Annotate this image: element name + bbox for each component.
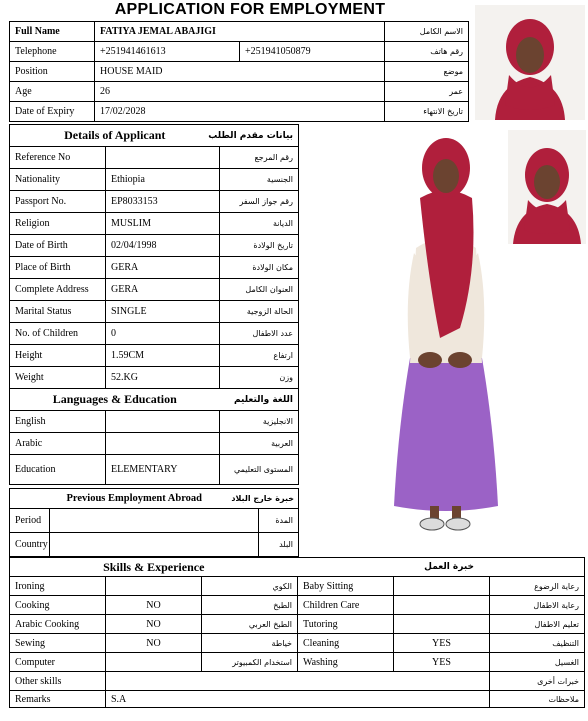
skill-right-value <box>394 577 490 596</box>
details-ar: الديانة <box>220 213 299 235</box>
other-skills-value <box>106 672 490 691</box>
skill-left-label: Arabic Cooking <box>10 615 106 634</box>
expiry-ar: تاريخ الانتهاء <box>385 102 469 122</box>
details-label: Date of Birth <box>10 235 106 257</box>
details-value: 1.59CM <box>106 345 220 367</box>
skill-right-label: Cleaning <box>298 634 394 653</box>
remarks-value: S.A <box>106 691 490 708</box>
skills-row <box>10 615 585 634</box>
position-row <box>10 62 469 82</box>
languages-ar: المستوى التعليمي <box>220 455 299 485</box>
previous-heading-ar: خبرة خارج البلاد <box>231 494 295 503</box>
languages-heading: Languages & Education <box>10 389 220 411</box>
remarks-row <box>10 691 585 708</box>
languages-ar: الانجليزية <box>220 411 299 433</box>
skill-left-ar: الطبخ العربي <box>202 615 298 634</box>
skill-left-label: Cooking <box>10 596 106 615</box>
age-ar: عمر <box>385 82 469 102</box>
details-ar: رقم المرجع <box>220 147 299 169</box>
details-value: SINGLE <box>106 301 220 323</box>
details-value: 52.KG <box>106 367 220 389</box>
details-label: Complete Address <box>10 279 106 301</box>
details-value: 0 <box>106 323 220 345</box>
details-label: Weight <box>10 367 106 389</box>
telephone-row <box>10 42 469 62</box>
details-heading-ar: بيانات مقدم الطلب <box>220 125 299 147</box>
skills-heading-row <box>10 558 585 577</box>
details-row <box>10 147 299 169</box>
languages-ar: العربية <box>220 433 299 455</box>
details-ar: الحالة الزوجية <box>220 301 299 323</box>
skill-left-ar: الطبخ <box>202 596 298 615</box>
previous-value <box>50 509 259 533</box>
skill-left-ar: استخدام الكمبيوتر <box>202 653 298 672</box>
details-label: Place of Birth <box>10 257 106 279</box>
skill-right-value: YES <box>394 634 490 653</box>
previous-row <box>10 509 299 533</box>
languages-row <box>10 455 299 485</box>
languages-row <box>10 433 299 455</box>
languages-heading-row <box>10 389 299 411</box>
skill-left-ar: خياطة <box>202 634 298 653</box>
details-value: 02/04/1998 <box>106 235 220 257</box>
other-skills-row <box>10 672 585 691</box>
other-skills-ar: خبرات أخرى <box>490 672 585 691</box>
skills-table <box>9 557 585 708</box>
previous-heading-row <box>10 489 299 509</box>
details-label: Nationality <box>10 169 106 191</box>
details-label: Reference No <box>10 147 106 169</box>
details-row <box>10 213 299 235</box>
previous-employment-table <box>9 488 299 557</box>
skill-left-label: Computer <box>10 653 106 672</box>
previous-label: Country <box>10 533 50 557</box>
skills-row <box>10 577 585 596</box>
position-label: Position <box>10 62 95 82</box>
skills-heading-ar: خبرة العمل <box>298 558 585 577</box>
skill-right-label: Washing <box>298 653 394 672</box>
details-ar: ارتفاع <box>220 345 299 367</box>
age-value: 26 <box>95 82 385 102</box>
skill-right-label: Children Care <box>298 596 394 615</box>
full-name-value: FATIYA JEMAL ABAJIGI <box>95 22 385 42</box>
skill-right-label: Baby Sitting <box>298 577 394 596</box>
languages-row <box>10 411 299 433</box>
skill-right-value: YES <box>394 653 490 672</box>
details-row <box>10 279 299 301</box>
details-label: Religion <box>10 213 106 235</box>
previous-label: Period <box>10 509 50 533</box>
page-title: APPLICATION FOR EMPLOYMENT <box>114 1 386 18</box>
details-row <box>10 191 299 213</box>
full-name-row <box>10 22 469 42</box>
position-ar: موضع <box>385 62 469 82</box>
details-label: Marital Status <box>10 301 106 323</box>
details-row <box>10 345 299 367</box>
expiry-value: 17/02/2028 <box>95 102 385 122</box>
telephone-value-2: +251941050879 <box>240 42 385 62</box>
languages-label: English <box>10 411 106 433</box>
details-value: GERA <box>106 279 220 301</box>
details-ar: عدد الاطفال <box>220 323 299 345</box>
full-name-ar: الاسم الكامل <box>385 22 469 42</box>
telephone-label: Telephone <box>10 42 95 62</box>
skills-row <box>10 653 585 672</box>
skill-right-label: Tutoring <box>298 615 394 634</box>
expiry-row <box>10 102 469 122</box>
expiry-label: Date of Expiry <box>10 102 95 122</box>
details-heading-row <box>10 125 299 147</box>
previous-heading: Previous Employment Abroad <box>10 489 259 509</box>
telephone-ar: رقم هاتف <box>385 42 469 62</box>
skill-left-value: NO <box>106 615 202 634</box>
position-value: HOUSE MAID <box>95 62 385 82</box>
languages-value <box>106 433 220 455</box>
skill-right-ar: الغسيل <box>490 653 585 672</box>
details-ar: وزن <box>220 367 299 389</box>
details-row <box>10 257 299 279</box>
details-value: Ethiopia <box>106 169 220 191</box>
skill-left-label: Sewing <box>10 634 106 653</box>
details-row <box>10 367 299 389</box>
details-heading: Details of Applicant <box>10 125 220 147</box>
previous-ar: المدة <box>259 509 299 533</box>
details-ar: العنوان الكامل <box>220 279 299 301</box>
other-skills-label: Other skills <box>10 672 106 691</box>
previous-row <box>10 533 299 557</box>
portrait-photo-right <box>508 130 586 244</box>
skills-row <box>10 634 585 653</box>
telephone-value-1: +251941461613 <box>95 42 240 62</box>
skill-right-ar: تعليم الاطفال <box>490 615 585 634</box>
details-row <box>10 169 299 191</box>
top-info-table <box>9 21 469 122</box>
skill-left-ar: الكوي <box>202 577 298 596</box>
remarks-label: Remarks <box>10 691 106 708</box>
full-body-photo <box>390 128 502 540</box>
details-row <box>10 301 299 323</box>
remarks-ar: ملاحظات <box>490 691 585 708</box>
details-value: GERA <box>106 257 220 279</box>
details-ar: رقم جواز السفر <box>220 191 299 213</box>
age-row <box>10 82 469 102</box>
details-row <box>10 235 299 257</box>
details-label: Passport No. <box>10 191 106 213</box>
languages-label: Arabic <box>10 433 106 455</box>
skill-right-ar: التنظيف <box>490 634 585 653</box>
details-value <box>106 147 220 169</box>
skill-left-value: NO <box>106 596 202 615</box>
skills-heading: Skills & Experience <box>10 558 298 577</box>
details-ar: الجنسية <box>220 169 299 191</box>
portrait-photo-top <box>475 5 585 120</box>
age-label: Age <box>10 82 95 102</box>
skill-right-value <box>394 596 490 615</box>
skills-row <box>10 596 585 615</box>
languages-heading-ar: اللغة والتعليم <box>220 389 299 411</box>
details-table <box>9 124 299 485</box>
details-ar: مكان الولادة <box>220 257 299 279</box>
details-label: Height <box>10 345 106 367</box>
skill-right-ar: رعاية الرضوع <box>490 577 585 596</box>
previous-ar: البلد <box>259 533 299 557</box>
details-row <box>10 323 299 345</box>
details-ar: تاريخ الولادة <box>220 235 299 257</box>
skill-right-ar: رعاية الاطفال <box>490 596 585 615</box>
skill-left-value <box>106 653 202 672</box>
details-value: EP8033153 <box>106 191 220 213</box>
languages-label: Education <box>10 455 106 485</box>
details-value: MUSLIM <box>106 213 220 235</box>
languages-value <box>106 411 220 433</box>
skill-left-label: Ironing <box>10 577 106 596</box>
skill-left-value: NO <box>106 634 202 653</box>
skill-right-value <box>394 615 490 634</box>
previous-value <box>50 533 259 557</box>
skill-left-value <box>106 577 202 596</box>
details-label: No. of Children <box>10 323 106 345</box>
full-name-label: Full Name <box>10 22 95 42</box>
languages-value: ELEMENTARY <box>106 455 220 485</box>
